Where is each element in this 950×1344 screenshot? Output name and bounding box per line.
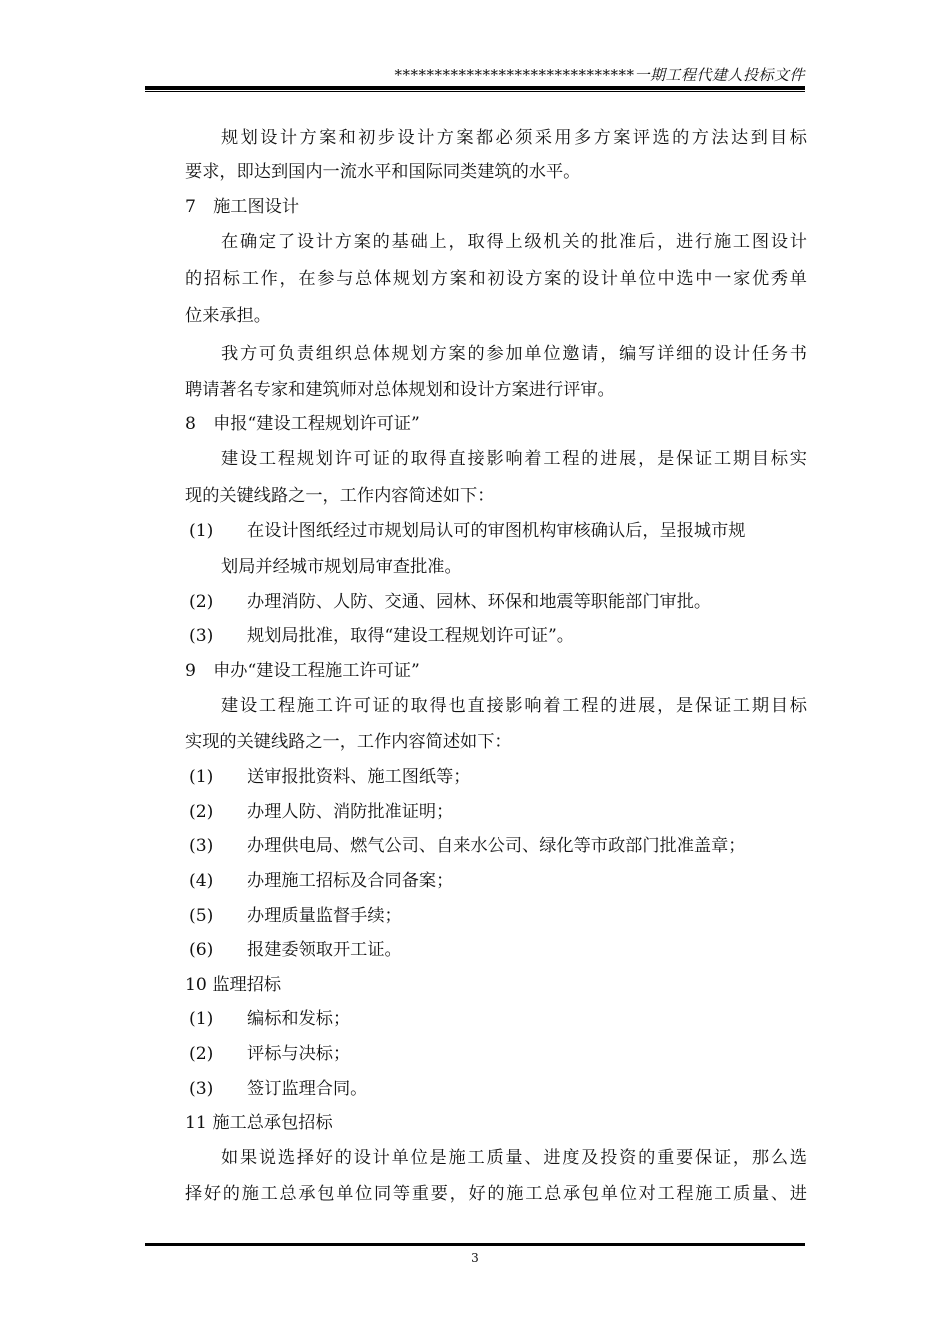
list-item-number: (1) [189,767,214,787]
paragraph-line: 在确定了设计方案的基础上，取得上级机关的批准后，进行施工图设计 [221,232,807,252]
document-header: ******************************一期工程代建人投标文件 [394,66,805,84]
paragraph-line: 位来承担。 [185,306,271,326]
list-item-number: (3) [189,836,214,856]
section-heading-8: 8 申报“建设工程规划许可证” [185,414,420,434]
list-item-number: (4) [189,871,214,891]
footer-rule [145,1243,805,1246]
list-item-number: (2) [189,592,214,612]
list-item-number: (2) [189,802,214,822]
paragraph-line: 现的关键线路之一，工作内容简述如下： [185,486,495,506]
list-item-number: (3) [189,626,214,646]
list-item-number: (6) [189,940,214,960]
page-number: 3 [471,1251,479,1265]
list-item-text: 规划局批准，取得“建设工程规划许可证”。 [247,626,574,646]
list-item-text: 编标和发标； [247,1009,351,1029]
paragraph-line: 规划设计方案和初步设计方案都必须采用多方案评选的方法达到目标 [221,128,807,148]
paragraph-line: 如果说选择好的设计单位是施工质量、进度及投资的重要保证，那么选 [221,1148,807,1168]
paragraph-line: 聘请著名专家和建筑师对总体规划和设计方案进行评审。 [185,380,615,400]
list-item-text: 评标与决标； [247,1044,351,1064]
header-rule-thin [145,91,805,92]
list-item-text: 签订监理合同。 [247,1079,368,1099]
section-heading-10: 10 监理招标 [185,975,282,995]
paragraph-line: 建设工程规划许可证的取得直接影响着工程的进展，是保证工期目标实 [221,449,807,469]
list-item-text: 办理施工招标及合同备案； [247,871,454,891]
paragraph-line: 建设工程施工许可证的取得也直接影响着工程的进展，是保证工期目标 [221,696,807,716]
list-item-text: 办理质量监督手续； [247,906,402,926]
list-item-number: (1) [189,521,214,541]
list-item-text: 办理供电局、燃气公司、自来水公司、绿化等市政部门批准盖章； [247,836,746,856]
list-item-number: (5) [189,906,214,926]
paragraph-line: 的招标工作，在参与总体规划方案和初设方案的设计单位中选中一家优秀单 [185,269,807,289]
list-item-text: 划局并经城市规划局审查批准。 [221,557,462,577]
list-item-number: (3) [189,1079,214,1099]
paragraph-line: 要求，即达到国内一流水平和国际同类建筑的水平。 [185,162,581,182]
list-item-text: 报建委领取开工证。 [247,940,402,960]
list-item-text: 办理消防、人防、交通、园林、环保和地震等职能部门审批。 [247,592,712,612]
list-item-text: 送审报批资料、施工图纸等； [247,767,471,787]
paragraph-line: 择好的施工总承包单位同等重要，好的施工总承包单位对工程施工质量、进 [185,1184,807,1204]
list-item-text: 办理人防、消防批准证明； [247,802,454,822]
section-heading-9: 9 申办“建设工程施工许可证” [185,661,420,681]
header-rule-thick [145,86,805,90]
section-heading-11: 11 施工总承包招标 [185,1113,333,1133]
list-item-text: 在设计图纸经过市规划局认可的审图机构审核确认后，呈报城市规 [247,521,746,541]
paragraph-line: 我方可负责组织总体规划方案的参加单位邀请，编写详细的设计任务书 [221,344,807,364]
paragraph-line: 实现的关键线路之一，工作内容简述如下： [185,732,512,752]
section-heading-7: 7 施工图设计 [185,197,300,217]
list-item-number: (2) [189,1044,214,1064]
list-item-number: (1) [189,1009,214,1029]
